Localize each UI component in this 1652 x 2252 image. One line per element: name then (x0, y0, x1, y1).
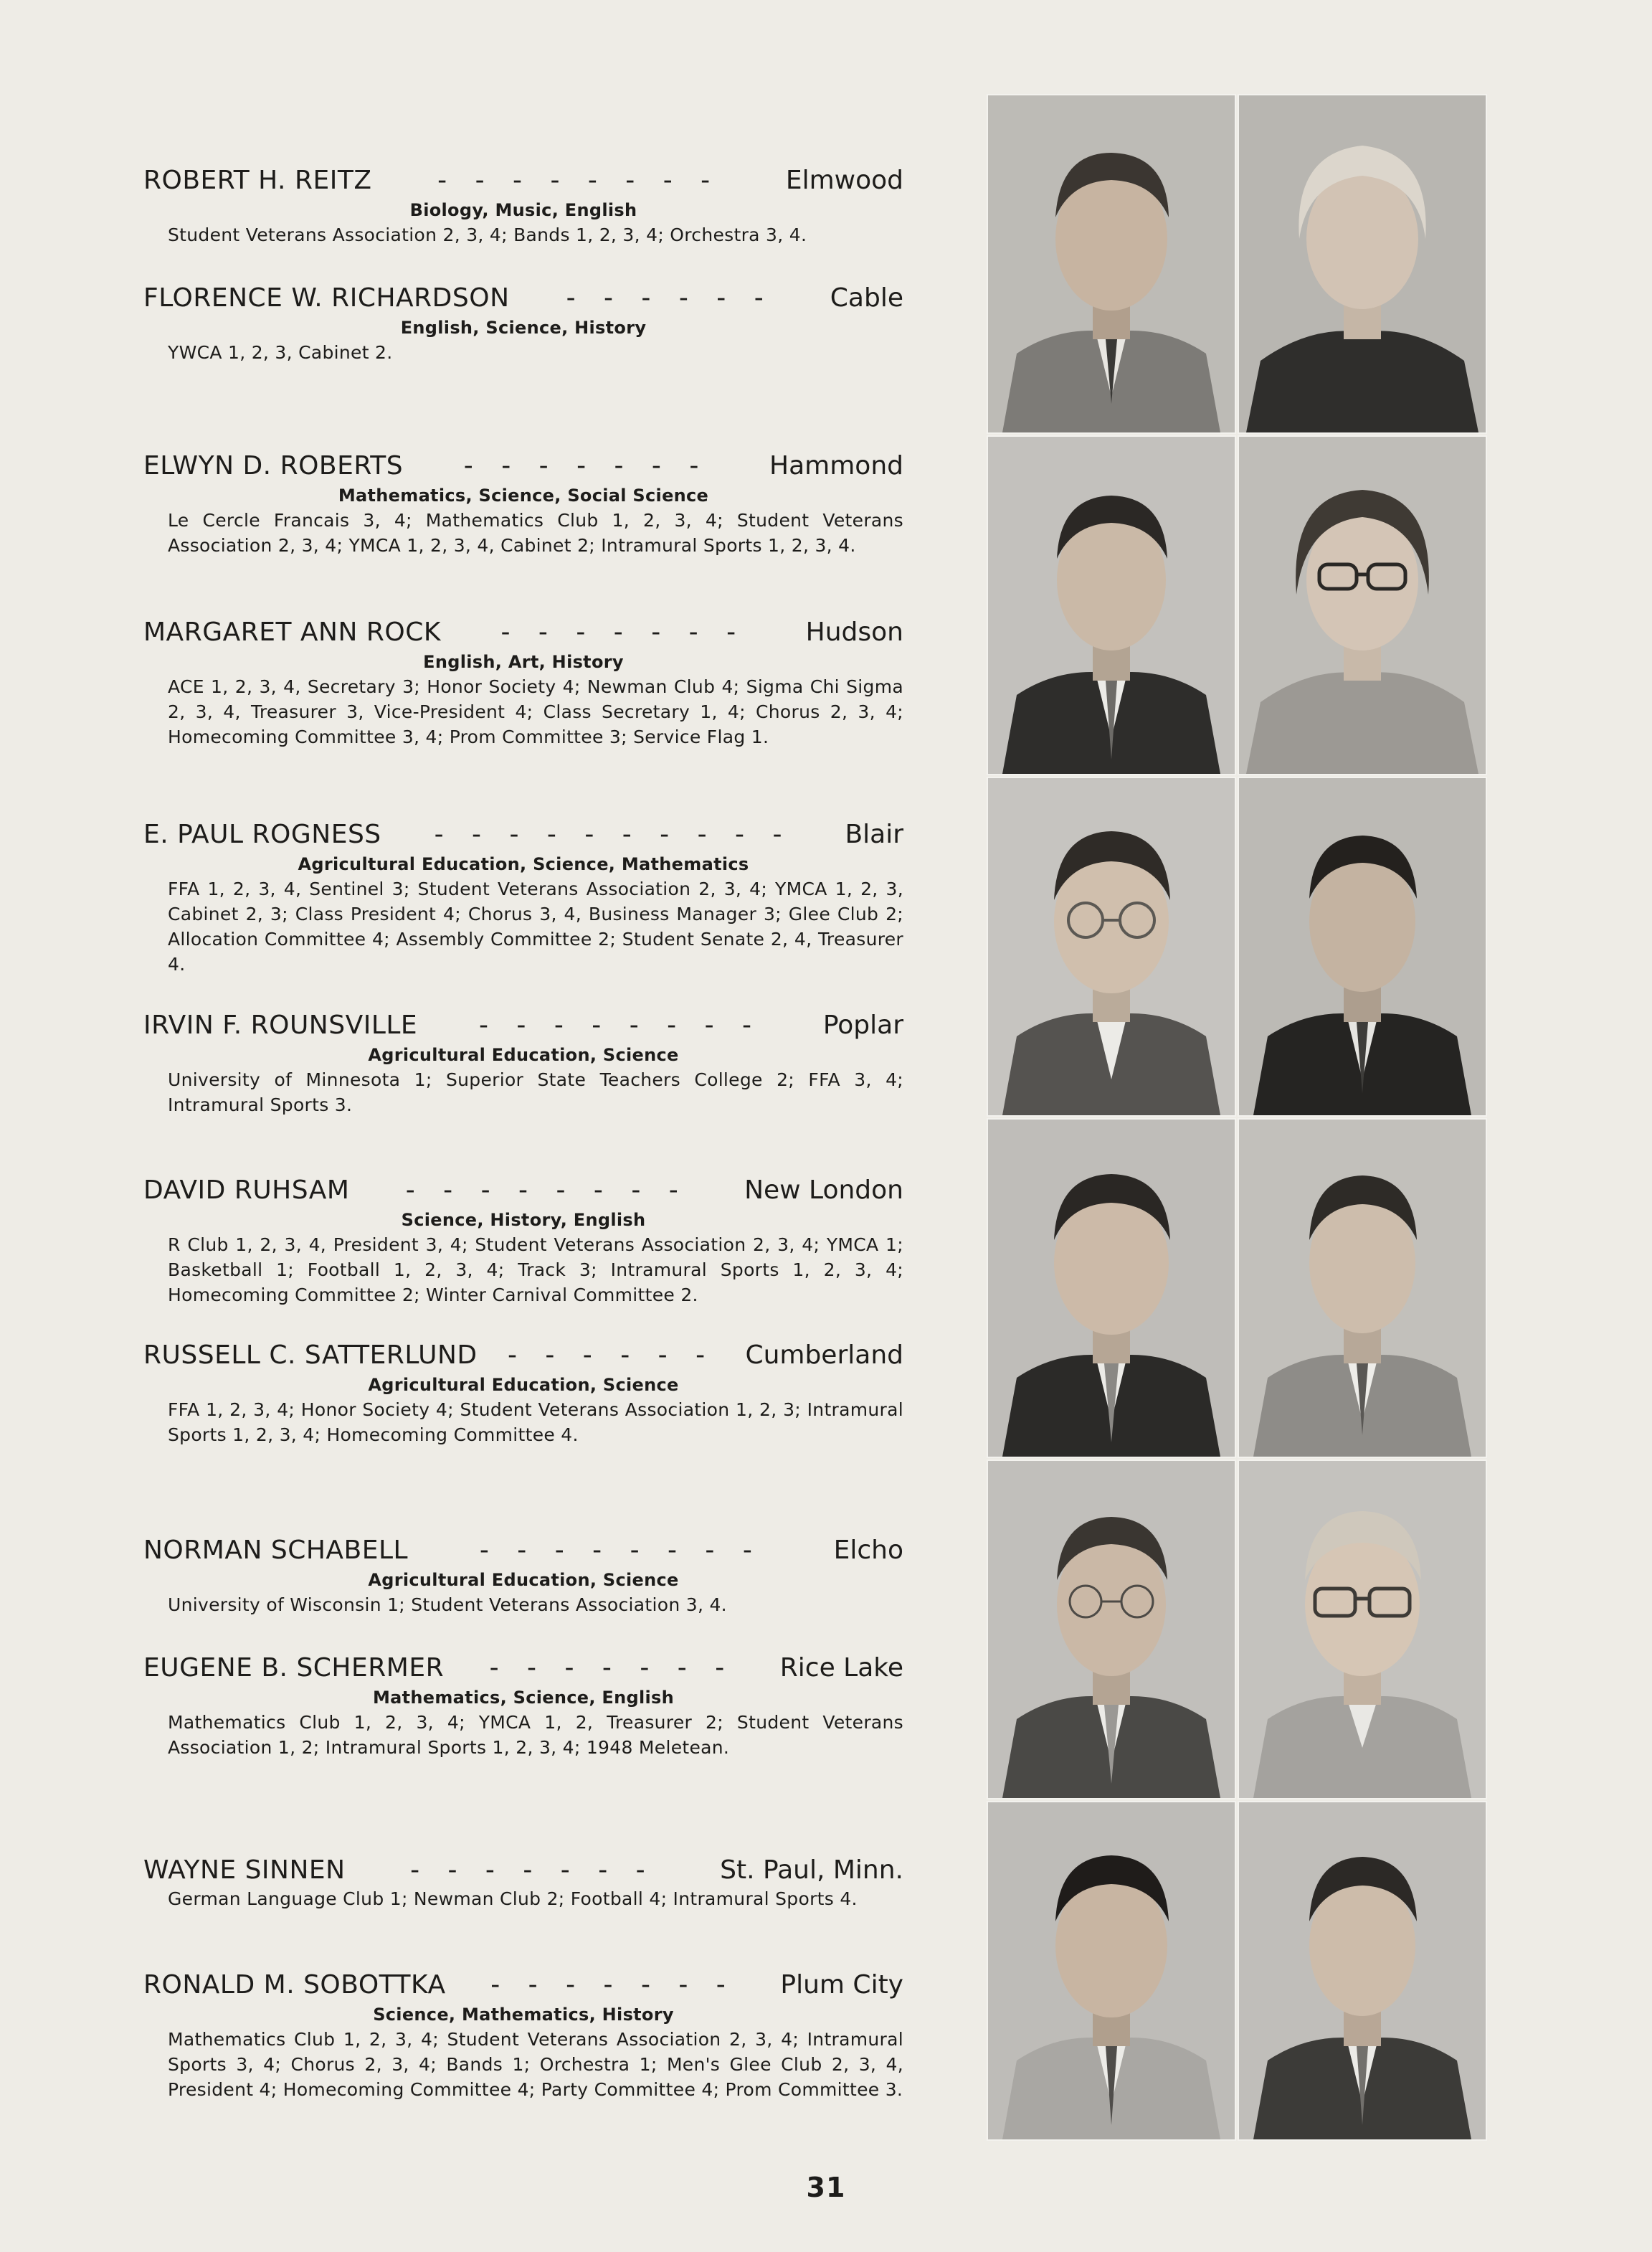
leader-dashes: - - - - - - - - (479, 1536, 762, 1565)
senior-name: ROBERT H. REITZ (143, 166, 372, 195)
majors: Agricultural Education, Science (368, 1045, 679, 1065)
hometown: Rice Lake (779, 1653, 903, 1683)
leader-dashes: - - - - - - - - (478, 1011, 762, 1040)
hometown: Cumberland (745, 1340, 903, 1370)
senior-entry-roberts (143, 450, 903, 558)
leader-dashes: - - - - - - (566, 283, 774, 313)
activities: University of Minnesota 1; Superior State Teachers College 2; FFA 3, 4; Intramural Sports 3. (168, 1069, 903, 1115)
activities: German Language Club 1; Newman Club 2; Football 4; Intramural Sports 4. (168, 1888, 858, 1909)
activities: Mathematics Club 1, 2, 3, 4; YMCA 1, 2, Treasurer 2; Student Veterans Association 1, 2; Intramural Sports 1, 2, 3, 4; 1948 Meletean. (168, 1712, 903, 1758)
portrait-man-glasses-icon (1239, 1461, 1486, 1798)
senior-name: E. PAUL ROGNESS (143, 820, 381, 849)
activities: Student Veterans Association 2, 3, 4; Bands 1, 2, 3, 4; Orchestra 3, 4. (168, 224, 807, 245)
activities: YWCA 1, 2, 3, Cabinet 2. (168, 342, 393, 363)
majors: English, Art, History (423, 652, 624, 672)
portrait-woman-glasses-icon (1239, 437, 1486, 774)
senior-name: IRVIN F. ROUNSVILLE (143, 1011, 418, 1040)
portrait-photo-ruhsam (988, 1120, 1235, 1457)
hometown: St. Paul, Minn. (720, 1855, 903, 1885)
senior-entry-rock (143, 617, 903, 749)
majors: Agricultural Education, Science (368, 1570, 679, 1590)
hometown: Hammond (769, 451, 903, 481)
activities: University of Wisconsin 1; Student Veterans Association 3, 4. (168, 1594, 727, 1615)
portrait-photo-schermer (1239, 1461, 1486, 1798)
senior-name: FLORENCE W. RICHARDSON (143, 283, 510, 313)
hometown: Poplar (822, 1011, 903, 1040)
portrait-photo-rogness (988, 778, 1235, 1115)
activities: Le Cercle Francais 3, 4; Mathematics Club 1, 2, 3, 4; Student Veterans Association 2, 3, 4; YMCA 1, 2, 3, 4, Cabinet 2; Intramural Sports 1, 2, 3, 4. (168, 510, 903, 556)
portrait-man-icon (1239, 1802, 1486, 2139)
leader-dashes: - - - - - - - - (405, 1175, 688, 1205)
leader-dashes: - - - - - - - (490, 1970, 736, 2000)
hometown: Elmwood (785, 166, 903, 195)
leader-dashes: - - - - - - (507, 1340, 716, 1370)
senior-name: DAVID RUHSAM (143, 1175, 350, 1205)
leader-dashes: - - - - - - - - (437, 166, 721, 195)
activities: FFA 1, 2, 3, 4, Sentinel 3; Student Veterans Association 2, 3, 4; YMCA 1, 2, 3, Cabinet 2, 3; Class President 4; Chorus 3, 4, Business Manager 3; Glee Club 2; Allocation Committee 4; Assembly Committee 2; Student Senate 2, 4, Treasurer 4. (168, 879, 903, 975)
leader-dashes: - - - - - - - (410, 1855, 655, 1885)
senior-entry-satterlund (143, 1340, 903, 1447)
majors: Science, Mathematics, History (373, 2005, 674, 2025)
senior-entry-rogness (143, 819, 903, 977)
leader-dashes: - - - - - - - (489, 1653, 735, 1683)
portrait-man-icon (1239, 1120, 1486, 1457)
senior-name: MARGARET ANN ROCK (143, 618, 441, 647)
senior-name: NORMAN SCHABELL (143, 1536, 409, 1565)
senior-entry-richardson (143, 283, 903, 365)
activities: R Club 1, 2, 3, 4, President 3, 4; Student Veterans Association 2, 3, 4; YMCA 1; Basketball 1; Football 1, 2, 3, 4; Track 3; Intramural Sports 1, 2, 3, 4; Homecoming Committee 2; Winter Carnival Committee 2. (168, 1234, 903, 1305)
hometown: Hudson (805, 618, 903, 647)
portrait-photo-satterlund (1239, 1120, 1486, 1457)
portrait-photo-reitz (988, 95, 1235, 432)
majors: Agricultural Education, Science (368, 1375, 679, 1395)
majors: English, Science, History (400, 318, 647, 338)
leader-dashes: - - - - - - - (500, 618, 746, 647)
senior-name: EUGENE B. SCHERMER (143, 1653, 445, 1683)
hometown: Blair (845, 820, 903, 849)
portrait-photo-sobottka (1239, 1802, 1486, 2139)
portrait-woman-icon (1239, 95, 1486, 432)
portrait-photo-schabell (988, 1461, 1235, 1798)
portrait-man-icon (988, 1802, 1235, 2139)
senior-name: RUSSELL C. SATTERLUND (143, 1340, 478, 1370)
senior-entry-sinnen (143, 1855, 903, 1911)
senior-entry-ruhsam (143, 1175, 903, 1307)
majors: Agricultural Education, Science, Mathematics (298, 854, 749, 874)
portrait-photo-roberts (988, 437, 1235, 774)
portrait-man-icon (988, 437, 1235, 774)
portrait-photo-sinnen (988, 1802, 1235, 2139)
portrait-photo-rock (1239, 437, 1486, 774)
senior-entry-reitz (143, 165, 903, 247)
leader-dashes: - - - - - - - - - - (434, 820, 792, 849)
page-number: 31 (806, 2172, 846, 2203)
portrait-man-icon (988, 95, 1235, 432)
hometown: Cable (830, 283, 903, 313)
activities: FFA 1, 2, 3, 4; Honor Society 4; Student Veterans Association 1, 2, 3; Intramural Sports 1, 2, 3, 4; Homecoming Committee 4. (168, 1399, 903, 1445)
hometown: Plum City (780, 1970, 903, 2000)
senior-name: ELWYN D. ROBERTS (143, 451, 404, 481)
portrait-man-icon (1239, 778, 1486, 1115)
majors: Mathematics, Science, English (372, 1688, 675, 1708)
senior-name: RONALD M. SOBOTTKA (143, 1970, 446, 2000)
senior-entry-rounsville (143, 1010, 903, 1117)
senior-entry-schabell (143, 1535, 903, 1617)
hometown: New London (744, 1175, 903, 1205)
portrait-man-icon (988, 1120, 1235, 1457)
portrait-photo-rounsville (1239, 778, 1486, 1115)
senior-entry-sobottka (143, 1969, 903, 2102)
senior-entry-schermer (143, 1652, 903, 1760)
activities: Mathematics Club 1, 2, 3, 4; Student Veterans Association 2, 3, 4; Intramural Sports 3, 4; Chorus 2, 3, 4; Bands 1; Orchestra 1; Men's Glee Club 2, 3, 4, President 4; Homecoming Committee 4; Party Committee 4; Prom Committee 3. (168, 2029, 903, 2100)
activities: ACE 1, 2, 3, 4, Secretary 3; Honor Society 4; Newman Club 4; Sigma Chi Sigma 2, 3, 4, Treasurer 3, Vice-President 4; Class Secretary 1, 4; Chorus 2, 3, 4; Homecoming Committee 3, 4; Prom Committee 3; Service Flag 1. (168, 676, 903, 747)
majors: Biology, Music, English (409, 200, 637, 220)
majors: Science, History, English (401, 1210, 646, 1230)
senior-name: WAYNE SINNEN (143, 1855, 346, 1885)
portrait-man-glasses-icon (988, 1461, 1235, 1798)
majors: Mathematics, Science, Social Science (338, 486, 709, 506)
leader-dashes: - - - - - - - (463, 451, 709, 481)
portrait-photo-richardson (1239, 95, 1486, 432)
hometown: Elcho (833, 1536, 903, 1565)
portrait-man-glasses-icon (988, 778, 1235, 1115)
